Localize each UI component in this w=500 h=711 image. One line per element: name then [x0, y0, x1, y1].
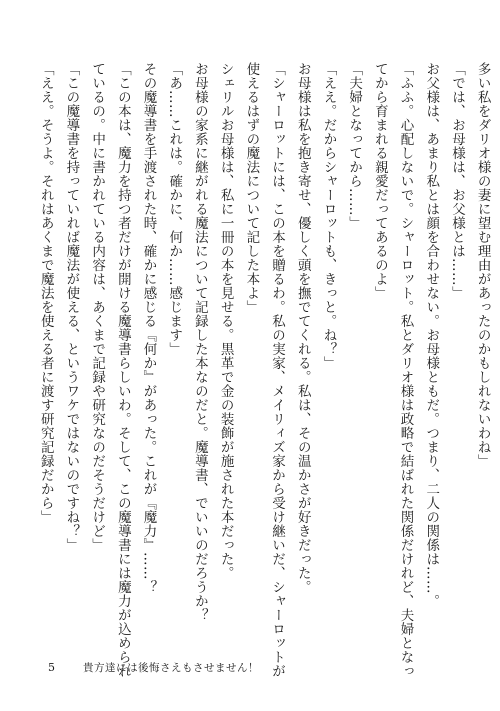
text-line: 「ええ。だからシャーロットも、きっと。ね？」: [320, 62, 337, 370]
text-line: 使えるはずの魔法について記した本よ」: [243, 62, 260, 314]
text-line: お父様は、あまり私とは顔を合わせない。お母様ともだ。つまり、二人の関係は……。: [423, 62, 440, 608]
text-line: 「あ……これは。確かに、何か……感じます」: [166, 62, 183, 356]
text-line: お母様の家系に継がれる魔法について記録した本なのだと。魔導書、でいいのだろうか？: [191, 62, 208, 622]
text-line: お母様は私を抱き寄せ、優しく頭を撫でてくれる。私は、その温かさが好きだった。: [294, 62, 311, 594]
text-line: 「では、お母様は、お父様とは……」: [448, 62, 465, 300]
text-line: てから育まれる親愛だってあるのよ」: [371, 62, 388, 300]
running-title: 貴方達には後悔さえもさせません！: [83, 662, 259, 674]
text-line: その魔導書を手渡された時、確かに感じる『何か』があった。これが『魔力』……？: [140, 62, 157, 594]
page-number: 5: [48, 661, 55, 674]
text-line: 「この本は、魔力を持つ者だけが開ける魔導書らしいわ。そして、この魔導書には魔力が込められ: [114, 62, 131, 678]
text-line: 「ふふ。心配しないで。シャーロット。私とダリオ様は政略で結ばれた関係だけれど、夫婦となっ: [397, 62, 414, 678]
text-line: 「夫婦となってから……」: [346, 62, 363, 230]
page-footer: [48, 660, 259, 675]
text-line: 「この魔導書を持っていれば魔法が使える、というワケではないのですね？」: [63, 62, 80, 552]
text-line: シェリルお母様は、私に一冊の本を見せる。黒革で金の装飾が施された本だった。: [217, 62, 234, 580]
text-line: 「シャーロットには、この本を贈るわ。私の実家、メイリィズ家から受け継いだ、シャーロットが: [269, 62, 286, 678]
text-line: ているの。中に書かれている内容は、あくまで記録や研究なのだそうだけど」: [89, 62, 106, 552]
text-line: 「ええ。そうよ。それはあくまで魔法を使える者に渡す研究記録だから」: [37, 62, 54, 524]
text-line: 多い私をダリオ様の妻に望む理由があったのかもしれないわね」: [474, 62, 491, 468]
